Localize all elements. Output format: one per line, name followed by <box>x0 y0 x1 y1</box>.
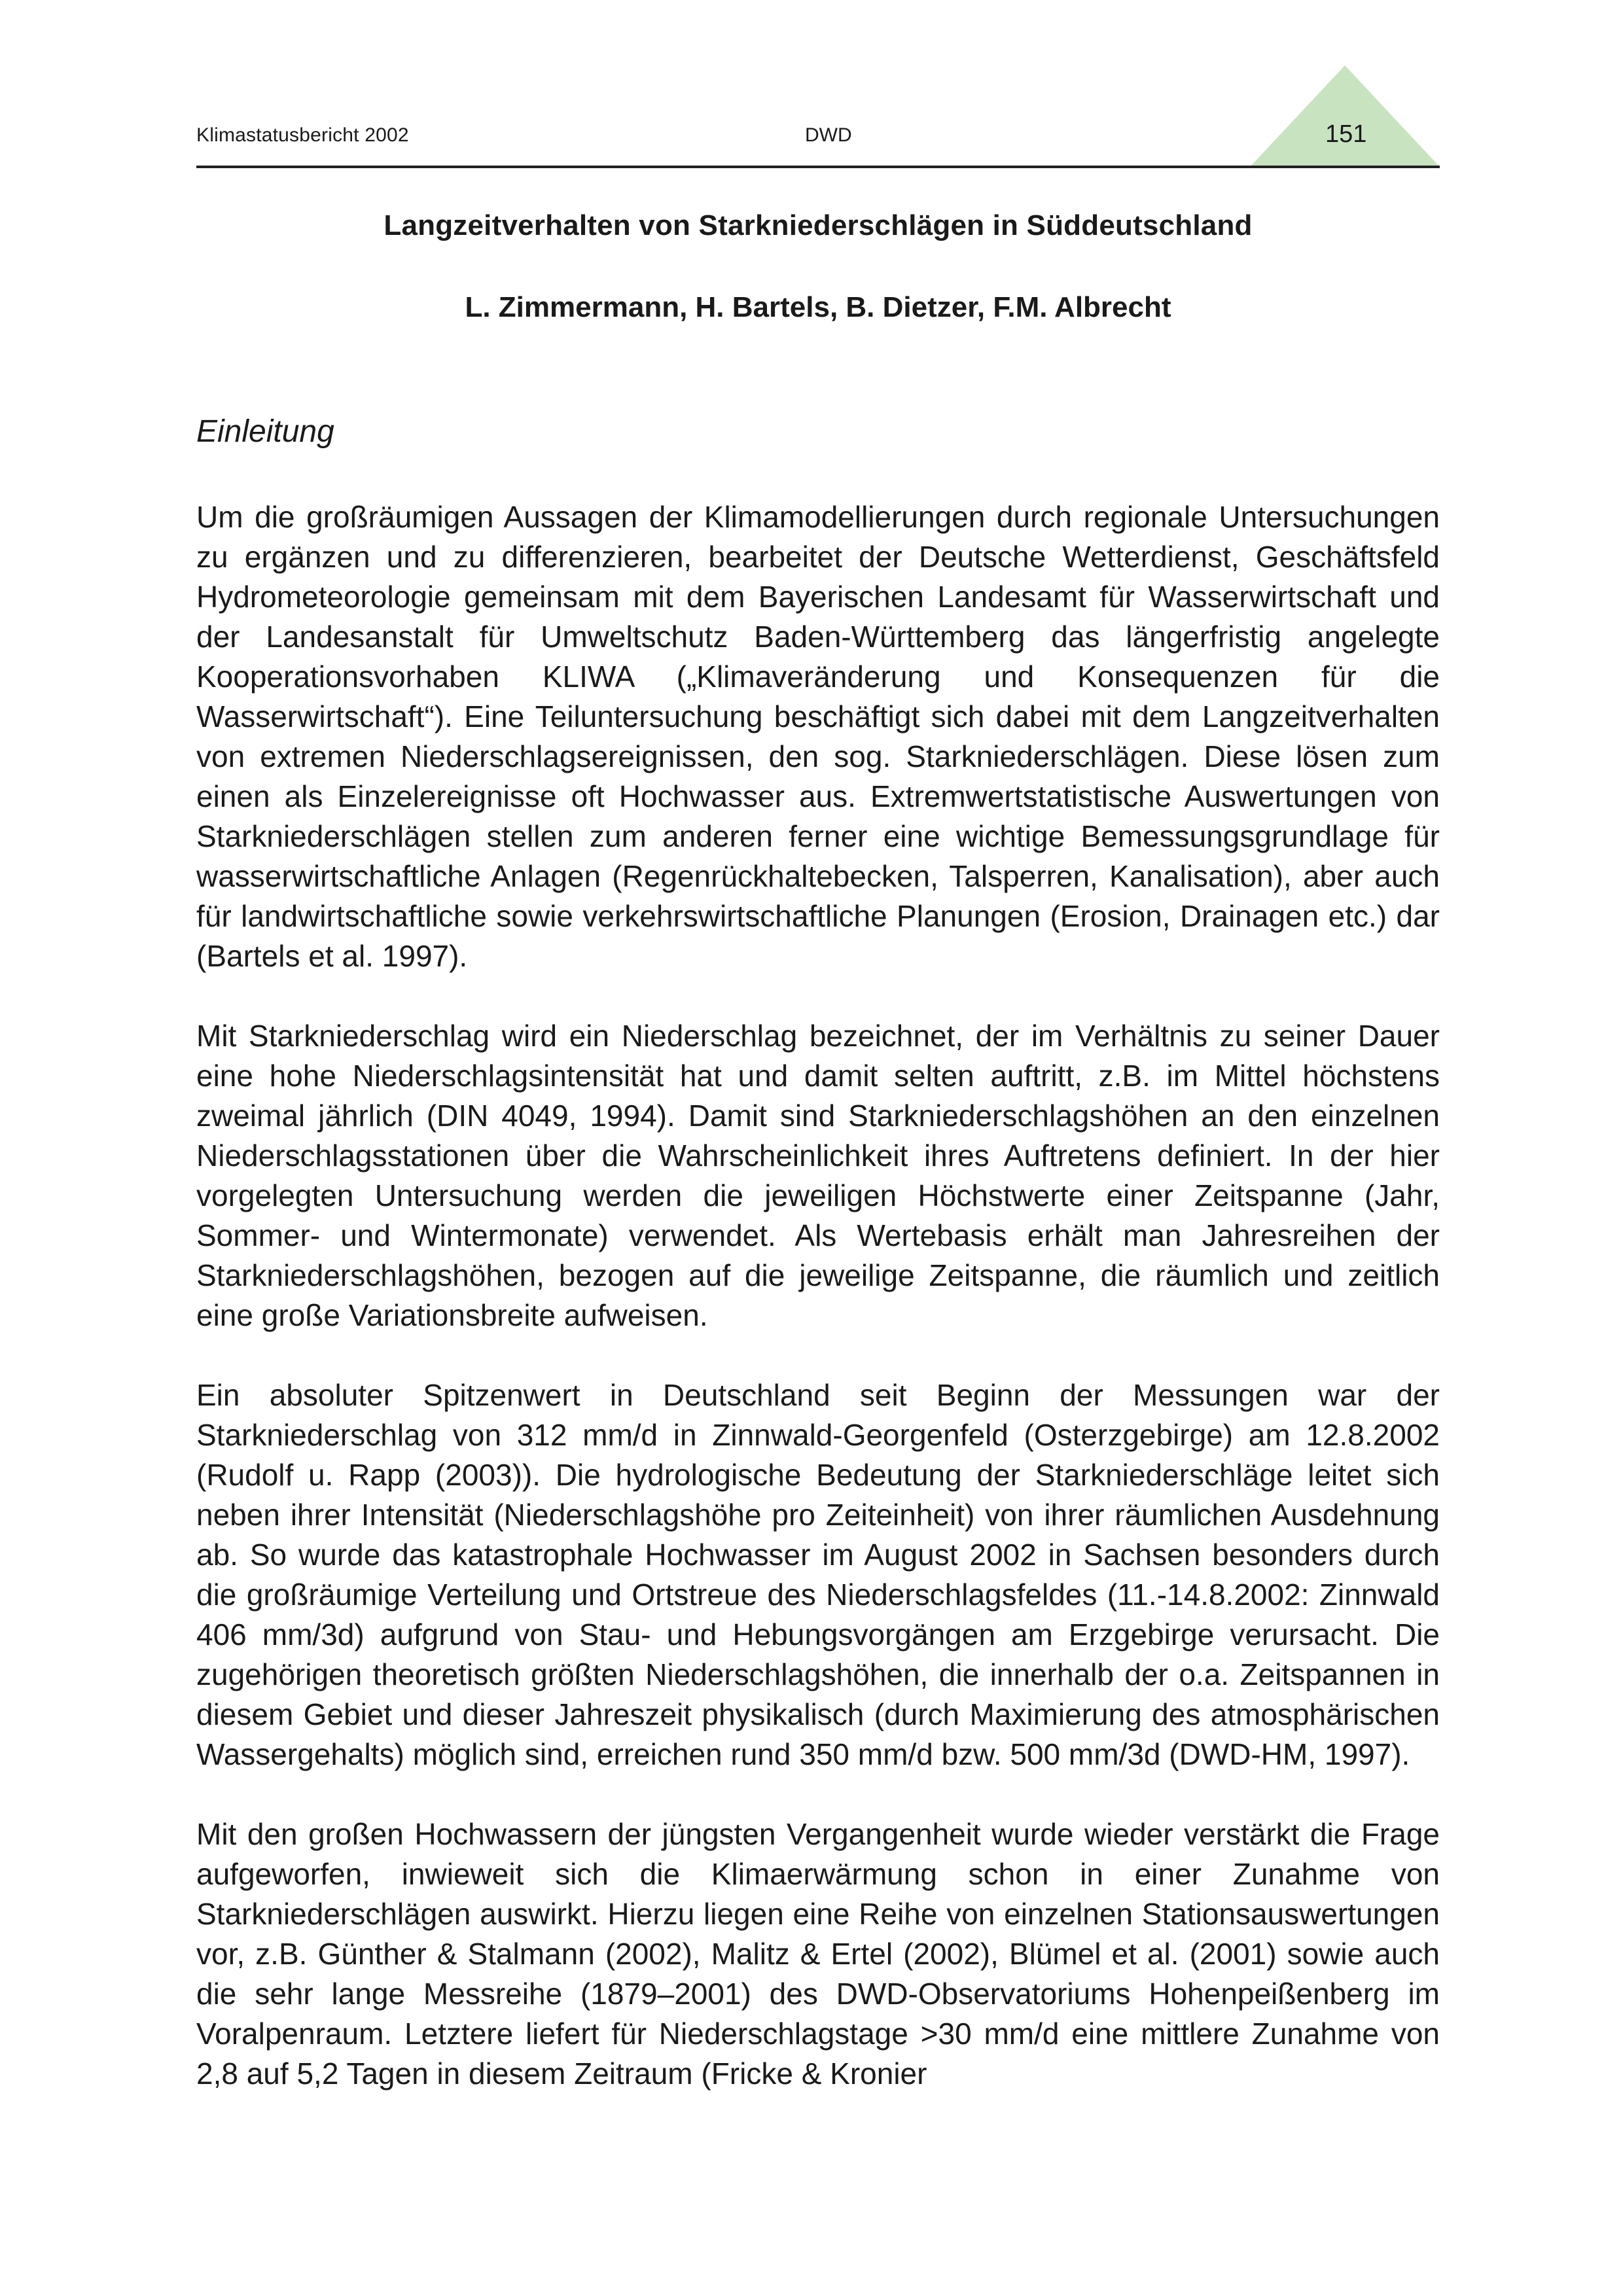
header-divider <box>196 166 1440 168</box>
page-number: 151 <box>1325 120 1367 148</box>
paragraph-1: Um die großräumigen Aussagen der Klimamodellierungen durch regionale Untersuchungen zu ergänzen und zu differenzieren, bearbeitet der Deutsche Wetterdienst, Geschäftsfeld Hydrometeorologie gemeinsam mit dem Bayerischen Landesamt für Wasserwirtschaft und der Landesanstalt für Umweltschutz Baden-Württemberg das längerfristig angelegte Kooperationsvorhaben KLIWA („Klimaveränderung und Konsequenzen für die Wasserwirtschaft“). Eine Teiluntersuchung beschäftigt sich dabei mit dem Langzeitverhalten von extremen Niederschlagsereignissen, den sog. Starkniederschlägen. Diese lösen zum einen als Einzelereignisse oft Hochwasser aus. Extremwertstatistische Auswertungen von Starkniederschlägen stellen zum anderen ferner eine wichtige Bemessungsgrundlage für wasserwirtschaftliche Anlagen (Regenrückhaltebecken, Talsperren, Kanalisation), aber auch für landwirtschaftliche sowie verkehrswirtschaftliche Planungen (Erosion, Drainagen etc.) dar (Bartels et al. 1997). <box>196 500 1440 973</box>
article-title: Langzeitverhalten von Starkniederschlägen in Süddeutschland <box>383 209 1253 241</box>
publisher-name: DWD <box>805 124 852 146</box>
paragraph-2: Mit Starkniederschlag wird ein Niederschlag bezeichnet, der im Verhältnis zu seiner Dauer eine hohe Niederschlagsintensität hat und damit selten auftritt, z.B. im Mittel höchstens zweimal jährlich (DIN 4049, 1994). Damit sind Starkniederschlagshöhen an den einzelnen Niederschlagsstationen über die Wahrscheinlichkeit ihres Auftretens definiert. In der hier vorgelegten Untersuchung werden die jeweiligen Höchstwerte einer Zeitspanne (Jahr, Sommer- und Wintermonate) verwendet. Als Wertebasis erhält man Jahresreihen der Starkniederschlagshöhen, bezogen auf die jeweilige Zeitspanne, die räumlich und zeitlich eine große Variationsbreite aufweisen. <box>196 1019 1440 1332</box>
paragraph-4: Mit den großen Hochwassern der jüngsten Vergangenheit wurde wieder verstärkt die Frage aufgeworfen, inwieweit sich die Klimaerwärmung schon in einer Zunahme von Starkniederschlägen auswirkt. Hierzu liegen eine Reihe von einzelnen Stationsauswertungen vor, z.B. Günther & Stalmann (2002), Malitz & Ertel (2002), Blümel et al. (2001) sowie auch die sehr lange Messreihe (1879–2001) des DWD-Observatoriums Hohenpeißenberg im Voralpenraum. Letztere liefert für Niederschlagstage >30 mm/d eine mittlere Zunahme von 2,8 auf 5,2 Tagen in diesem Zeitraum (Fricke & Kronier <box>196 1817 1440 2091</box>
page-number-triangle <box>1250 65 1440 167</box>
body-text <box>196 497 1440 2134</box>
article-authors: L. Zimmermann, H. Bartels, B. Dietzer, F.M. Albrecht <box>465 291 1171 323</box>
report-name: Klimastatusbericht 2002 <box>196 124 409 146</box>
paragraph-3: Ein absoluter Spitzenwert in Deutschland seit Beginn der Messungen war der Starkniederschlag von 312 mm/d in Zinnwald-Georgenfeld (Osterzgebirge) am 12.8.2002 (Rudolf u. Rapp (2003)). Die hydrologische Bedeutung der Starkniederschläge leitet sich neben ihrer Intensität (Niederschlagshöhe pro Zeiteinheit) von ihrer räumlichen Ausdehnung ab. So wurde das katastrophale Hochwasser im August 2002 in Sachsen besonders durch die großräumige Verteilung und Ortstreue des Niederschlagsfeldes (11.-14.8.2002: Zinnwald 406 mm/3d) aufgrund von Stau- und Hebungsvorgängen am Erzgebirge verursacht. Die zugehörigen theoretisch größten Niederschlagshöhen, die innerhalb der o.a. Zeitspannen in diesem Gebiet und dieser Jahreszeit physikalisch (durch Maximierung des atmosphärischen Wassergehalts) möglich sind, erreichen rund 350 mm/d bzw. 500 mm/3d (DWD-HM, 1997). <box>196 1378 1440 1771</box>
running-header <box>196 65 1440 170</box>
section-heading: Einleitung <box>196 414 334 449</box>
